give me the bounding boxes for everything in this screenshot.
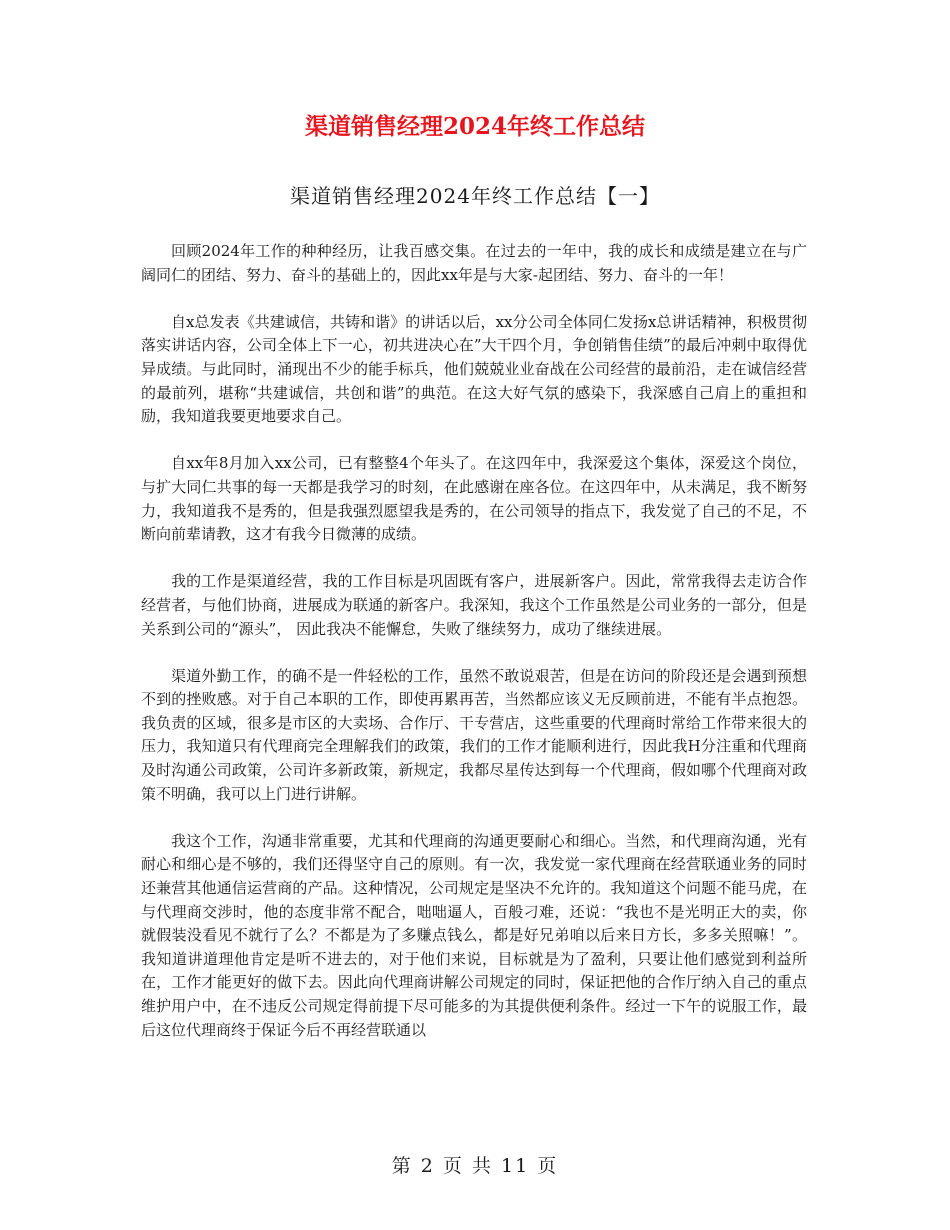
paragraph: 渠道外勤工作，的确不是一件轻松的工作，虽然不敢说艰苦，但是在访问的阶段还是会遇到预想不到的挫败感。对于自己本职的工作，即使再累再苦，当然都应该义无反顾前进，不能有半点抱怨。我负责的区域，很多是市区的大卖场、合作厅、干专营店，这些重要的代理商时常给工作带来很大的压力，我知道只有代理商完全理解我们的政策，我们的工作才能顺利进行，因此我H分注重和代理商及时沟通公司政策，公司许多新政策，新规定，我都尽星传达到每一个代理商，假如哪个代理商对政策不明确，我可以上门进行讲解。 bbox=[141, 666, 807, 803]
paragraph: 自x总发表《共建诚信，共铸和谐》的讲话以后，xx分公司全体同仁发扬x总讲话精神，积极贯彻落实讲话内容，公司全体上下一心，初共进决心在”大干四个月，争创销售佳绩”的最后冲刺中取得优异成绩。与此同时，涌现出不少的能手标兵，他们兢兢业业奋战在公司经营的最前沿，走在诚信经营的最前列，堪称“共建诚信，共创和谐”的典范。在这大好气氛的感染下，我深感自己肩上的重担和励，我知道我要更地要求自己。 bbox=[141, 312, 807, 426]
paragraph: 我的工作是渠道经营，我的工作目标是巩固既有客户，进展新客户。因此，常常我得去走访合作经营者，与他们协商，进展成为联通的新客户。我深知，我这个工作虽然是公司业务的一部分，但是关系到公司的“源头”， 因此我决不能懈怠，失败了继续努力，成功了继续进展。 bbox=[141, 572, 807, 638]
paragraph: 我这个工作，沟通非常重要，尤其和代理商的沟通更要耐心和细心。当然，和代理商沟通，光有耐心和细心是不够的，我们还得坚守自己的原则。有一次，我发觉一家代理商在经营联通业务的同时还兼营其他通信运营商的产品。这种情况，公司规定是坚决不允许的。我知道这个问题不能马虎，在与代理商交涉时，他的态度非常不配合，咄咄逼人，百般刁难，还说：“我也不是光明正大的卖，你就假装没看见不就行了么？不都是为了多赚点钱么，都是好兄弟咱以后来日方长，多多关照嘛！”。我知道讲道理他肯定是听不进去的，对于他们来说，目标就是为了盈利，只要让他们感觉到利益所在，工作才能更好的做下去。因此向代理商讲解公司规定的同时，保证把他的合作厅纳入自己的重点维护用户中，在不违反公司规定得前提下尽可能多的为其提供便利条件。经过一下午的说服工作，最后这位代理商终于保证今后不再经营联通以 bbox=[141, 831, 807, 1039]
paragraph: 回顾2024年工作的种种经历，让我百感交集。在过去的一年中，我的成长和成绩是建立在与广阔同仁的团结、努力、奋斗的基础上的，因此xx年是与大家-起团结、努力、奋斗的一年！ bbox=[141, 242, 807, 284]
document-body bbox=[141, 240, 807, 1066]
document-title: 渠道销售经理2024年终工作总结 bbox=[304, 113, 645, 140]
page-number-footer: 第 2 页 共 11 页 bbox=[391, 1155, 559, 1177]
section-title: 渠道销售经理2024年终工作总结【一】 bbox=[290, 184, 660, 208]
paragraph: 自xx年8月加入xx公司，已有整整4个年头了。在这四年中，我深爱这个集体，深爱这个岗位，与扩大同仁共事的每一天都是我学习的时刻，在此感谢在座各位。在这四年中，从未满足，我不断努力，我知道我不是秀的，但是我强烈愿望我是秀的，在公司领导的指点下，我发觉了自己的不足，不断向前辈请教，这才有我今日微薄的成绩。 bbox=[141, 454, 807, 544]
